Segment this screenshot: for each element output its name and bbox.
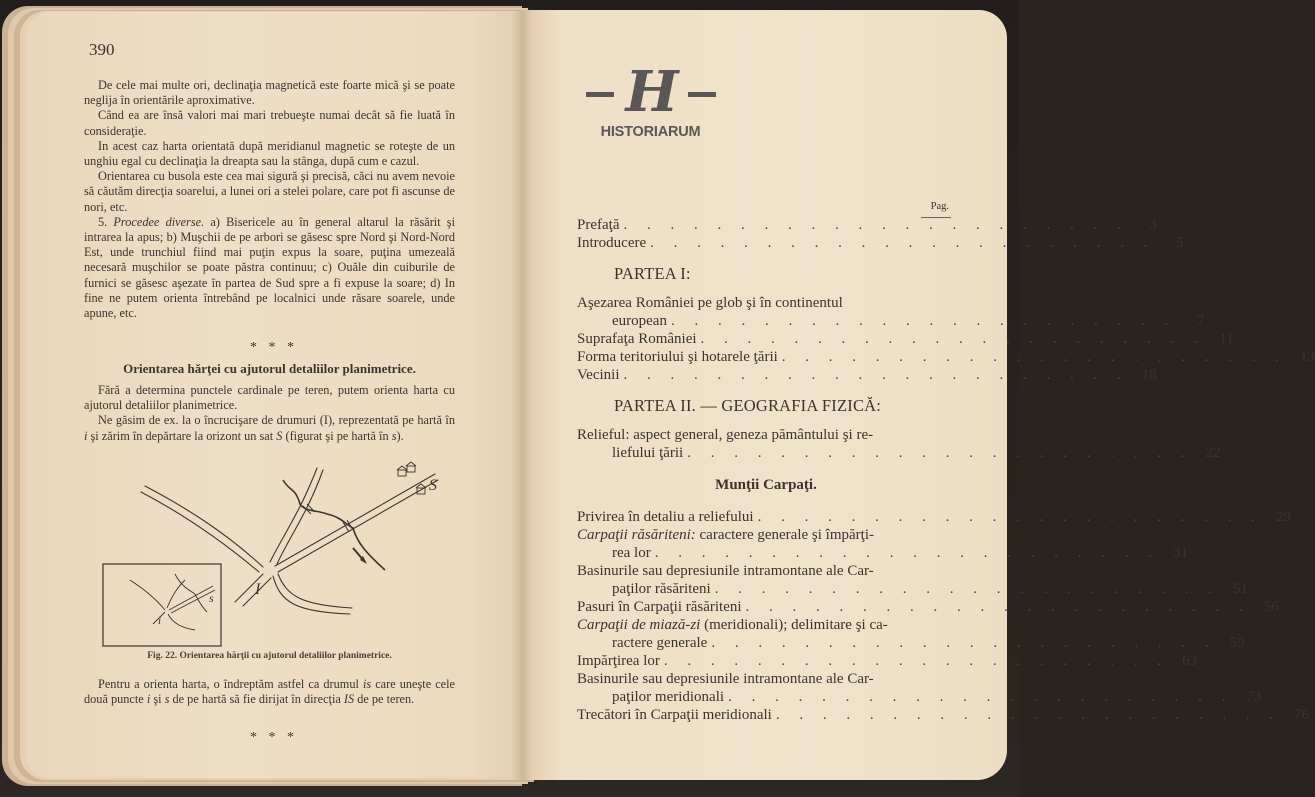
road-line xyxy=(275,474,435,566)
toc-page: 59 xyxy=(1229,635,1245,651)
divider-stars: * * * xyxy=(250,340,298,355)
toc-entry xyxy=(577,508,1291,526)
part-heading: PARTEA II. — GEOGRAFIA FIZICĂ: xyxy=(614,396,882,415)
text-run-italic: IS xyxy=(343,692,355,707)
inset-road xyxy=(169,586,213,610)
logo-glyph-icon: H xyxy=(625,59,679,125)
paragraph: Fără a determina punctele cardinale pe teren, putem orienta harta cu ajutorul detaliilor planimetrice. xyxy=(84,383,455,413)
text-run: şi xyxy=(150,692,165,707)
text-run: ). xyxy=(396,428,404,443)
toc-page: 73 xyxy=(1246,689,1262,705)
figure-22 xyxy=(95,462,475,650)
toc-page: 76 xyxy=(1294,707,1310,723)
item-text: a) Bisericele au în general altarul la răsărit şi intrarea la apus; b) Muşchii de pe arbori se găsesc spre Nord şi Nord-Nord Est, unde trunchiul fiind mai puţin expus la soare, puţina umezeală necesară muşchilor se poate păstra continuu; c) Ouăle din cuiburile de furnici se găsesc aşezate în partea de Sud spre a fi expuse la soare; d) In fine ne putem orienta întrebând pe localnici unde răsare soarele, unde apune, etc. xyxy=(84,214,456,321)
toc-entry xyxy=(577,670,1262,706)
toc-leader: . . . . . . . . . . . . . . . . . . . . . . xyxy=(714,581,1220,597)
section-divider xyxy=(250,730,298,746)
toc-leader: . . . . . . . . . . . . . . . . . . . . . . xyxy=(670,313,1177,329)
toc-entry xyxy=(577,562,1248,598)
toc-entry xyxy=(577,526,1188,562)
toc-page: 3 xyxy=(1149,217,1157,233)
toc-entry xyxy=(577,616,1245,652)
toc-leader: . . . . . . . . . . . . . . . . . . . . . . xyxy=(623,217,1129,233)
toc-entry xyxy=(577,234,1184,252)
toc-entry xyxy=(577,426,1221,462)
toc-title: Suprafaţa României xyxy=(577,331,697,347)
toc-leader: . . . . . . . . . . . . . . . . . . . . . . xyxy=(745,599,1251,615)
toc-page: 11 xyxy=(1219,331,1234,347)
toc-title-cont: european xyxy=(612,313,667,329)
toc-entry xyxy=(577,294,1205,330)
toc-entry xyxy=(577,598,1279,616)
item-label: Procedee diverse. xyxy=(113,214,205,229)
toc-leader: . . . . . . . . . . . . . . . . . . . . . . xyxy=(757,509,1263,525)
body-text-block xyxy=(84,383,455,444)
toc-page: 56 xyxy=(1263,599,1279,615)
table-of-contents xyxy=(577,198,1315,724)
toc-title: Privirea în detaliu a reliefului xyxy=(577,509,754,525)
toc-entry xyxy=(577,348,1315,366)
part-heading: PARTEA I: xyxy=(614,264,691,283)
toc-title-italic: Carpaţii răsăriteni: xyxy=(577,527,696,543)
text-run-italic: s xyxy=(391,428,397,443)
toc-title-cont: paţilor răsăriteni xyxy=(612,581,711,597)
logo-dash xyxy=(586,92,614,97)
text-run: Pentru a orienta harta, o îndreptăm astfel ca drumul xyxy=(98,677,363,691)
toc-title: (meridionali); delimitare şi ca- xyxy=(700,617,888,633)
text-run: (figurat şi pe hartă în xyxy=(282,428,392,443)
toc-title: Forma teritoriului şi hotarele ţării xyxy=(577,349,778,365)
road-line xyxy=(145,486,263,567)
toc-title: Pasuri în Carpaţii răsăriteni xyxy=(577,599,742,615)
toc-title-italic: Carpaţii de miază-zi xyxy=(577,617,701,633)
toc-entry xyxy=(577,366,1157,384)
toc-page: 22 xyxy=(1205,445,1221,461)
page-number: 390 xyxy=(89,40,115,59)
text-run: de pe hartă să fie dirijat în direcţia xyxy=(169,692,344,707)
divider-stars: * * * xyxy=(250,730,298,745)
paragraph-procedee xyxy=(84,215,455,321)
figure-caption: Fig. 22. Orientarea hărţii cu ajutorul detaliilor planimetrice. xyxy=(147,651,392,661)
inset-road xyxy=(168,614,195,630)
road-line xyxy=(273,576,350,614)
body-text-block xyxy=(84,677,455,707)
toc-title-cont: rea lor xyxy=(612,545,651,561)
road-line xyxy=(270,468,317,562)
text-run-italic: i xyxy=(84,428,88,443)
item-number: 5. xyxy=(98,214,108,229)
toc-leader: . . . . . . . . . . . . . . . . . . . . . . xyxy=(700,331,1206,347)
toc-page: 7 xyxy=(1196,313,1205,329)
paragraph xyxy=(84,677,455,707)
text-run: şi zărim în depărtare la orizont un sat xyxy=(87,428,277,443)
toc-title-cont: ractere generale xyxy=(612,635,708,651)
toc-page: 29 xyxy=(1275,509,1291,525)
text-run: Ne găsim de ex. la o încrucişare de drumuri (I), reprezentată pe hartă în xyxy=(98,413,455,428)
inset-label-s: s xyxy=(209,591,214,605)
road-map-illustration xyxy=(95,462,475,650)
paragraph: In acest caz harta orientată după meridianul magnetic se roteşte de un unghiu egal cu declinaţia la dreapta sau la stânga, după cum e cazul. xyxy=(84,138,455,169)
inset-road xyxy=(130,580,165,610)
toc-leader: . . . . . . . . . . . . . . . . . . . . . . xyxy=(711,635,1217,651)
toc-page: 31 xyxy=(1172,545,1188,561)
toc-title: Prefaţă xyxy=(577,217,620,233)
toc-title: caractere generale şi împărţi- xyxy=(695,527,874,543)
toc-leader: . . . . . . . . . . . . . . . . . . . . . . xyxy=(650,235,1156,251)
text-run: care uneşte cele două puncte xyxy=(84,677,456,707)
toc-entry xyxy=(577,216,1157,234)
historiarum-logo xyxy=(583,60,718,145)
toc-title: Introducere xyxy=(577,235,647,251)
toc-title: Trecători în Carpaţii meridionali xyxy=(577,707,772,723)
section-divider xyxy=(250,340,298,356)
toc-leader: . . . . . . . . . . . . . . . . . . . . . . xyxy=(654,545,1160,561)
toc-leader: . . . . . . . . . . . . . . . . . . . . . . xyxy=(775,707,1282,723)
label-S: S xyxy=(429,477,437,494)
label-I: I xyxy=(255,581,261,598)
logo-dash xyxy=(688,92,716,97)
section-heading: Orientarea hărţei cu ajutorul detaliilor planimetrice. xyxy=(123,361,416,376)
inset-stream xyxy=(175,574,207,612)
toc-entry xyxy=(577,330,1234,348)
toc-page: 51 xyxy=(1232,581,1248,597)
text-run-italic: is xyxy=(362,677,372,691)
inset-label-i: i xyxy=(158,615,162,627)
page-column-label: Pag. xyxy=(921,198,951,218)
road-line xyxy=(278,574,352,608)
text-run-italic: S xyxy=(276,428,283,443)
toc-leader: . . . . . . . . . . . . . . . . . . . . . . xyxy=(663,653,1170,669)
text-run: de pe teren. xyxy=(354,692,415,707)
body-text-block xyxy=(84,78,455,321)
toc-title-cont: paţilor meridionali xyxy=(612,689,725,705)
toc-title: Aşezarea României pe glob şi în continentul xyxy=(577,295,843,311)
toc-entry xyxy=(577,706,1310,724)
toc-leader: . . . . . . . . . . . . . . . . . . . . . . xyxy=(781,349,1288,365)
toc-title: Vecinii xyxy=(577,367,620,383)
toc-title: Basinurile sau depresiunile intramontane ale Car- xyxy=(577,563,874,579)
paragraph xyxy=(84,413,455,443)
sub-heading: Munţii Carpaţi. xyxy=(715,477,817,493)
paragraph: Orientarea cu busola este cea mai sigură şi precisă, căci nu avem nevoie să căutăm direcţia soarelui, a lunei ori a stelei polare, care pot fi ascunse de nori, etc. xyxy=(84,169,455,214)
road-line xyxy=(141,492,259,572)
paragraph: Când ea are însă valori mai mari trebueşte numai decât să fie luată în consideraţie. xyxy=(84,108,455,138)
toc-title-cont: liefului ţării xyxy=(612,445,684,461)
text-run-italic: s xyxy=(164,692,170,707)
toc-entry xyxy=(577,652,1198,670)
toc-page: 13 xyxy=(1300,349,1315,365)
toc-title: Impărţirea lor xyxy=(577,653,660,669)
toc-page: 18 xyxy=(1141,367,1157,383)
toc-leader: . . . . . . . . . . . . . . . . . . . . . . xyxy=(728,689,1234,705)
inset-map-frame xyxy=(103,564,221,646)
text-run-italic: i xyxy=(146,692,151,707)
toc-leader: . . . . . . . . . . . . . . . . . . . . . . xyxy=(623,367,1129,383)
logo-text: HISTORIARUM xyxy=(600,124,701,140)
toc-leader: . . . . . . . . . . . . . . . . . . . . . . xyxy=(687,445,1193,461)
toc-title: Relieful: aspect general, geneza pământului şi re- xyxy=(577,427,874,443)
toc-title: Basinurile sau depresiunile intramontane ale Car- xyxy=(577,671,874,687)
book-gutter xyxy=(512,10,532,780)
paragraph: De cele mai multe ori, declinaţia magnetică este foarte mică şi se poate neglija în orientările aproximative. xyxy=(84,78,455,108)
toc-page: 5 xyxy=(1175,235,1184,251)
toc-page: 63 xyxy=(1182,653,1198,669)
road-line xyxy=(278,480,438,572)
